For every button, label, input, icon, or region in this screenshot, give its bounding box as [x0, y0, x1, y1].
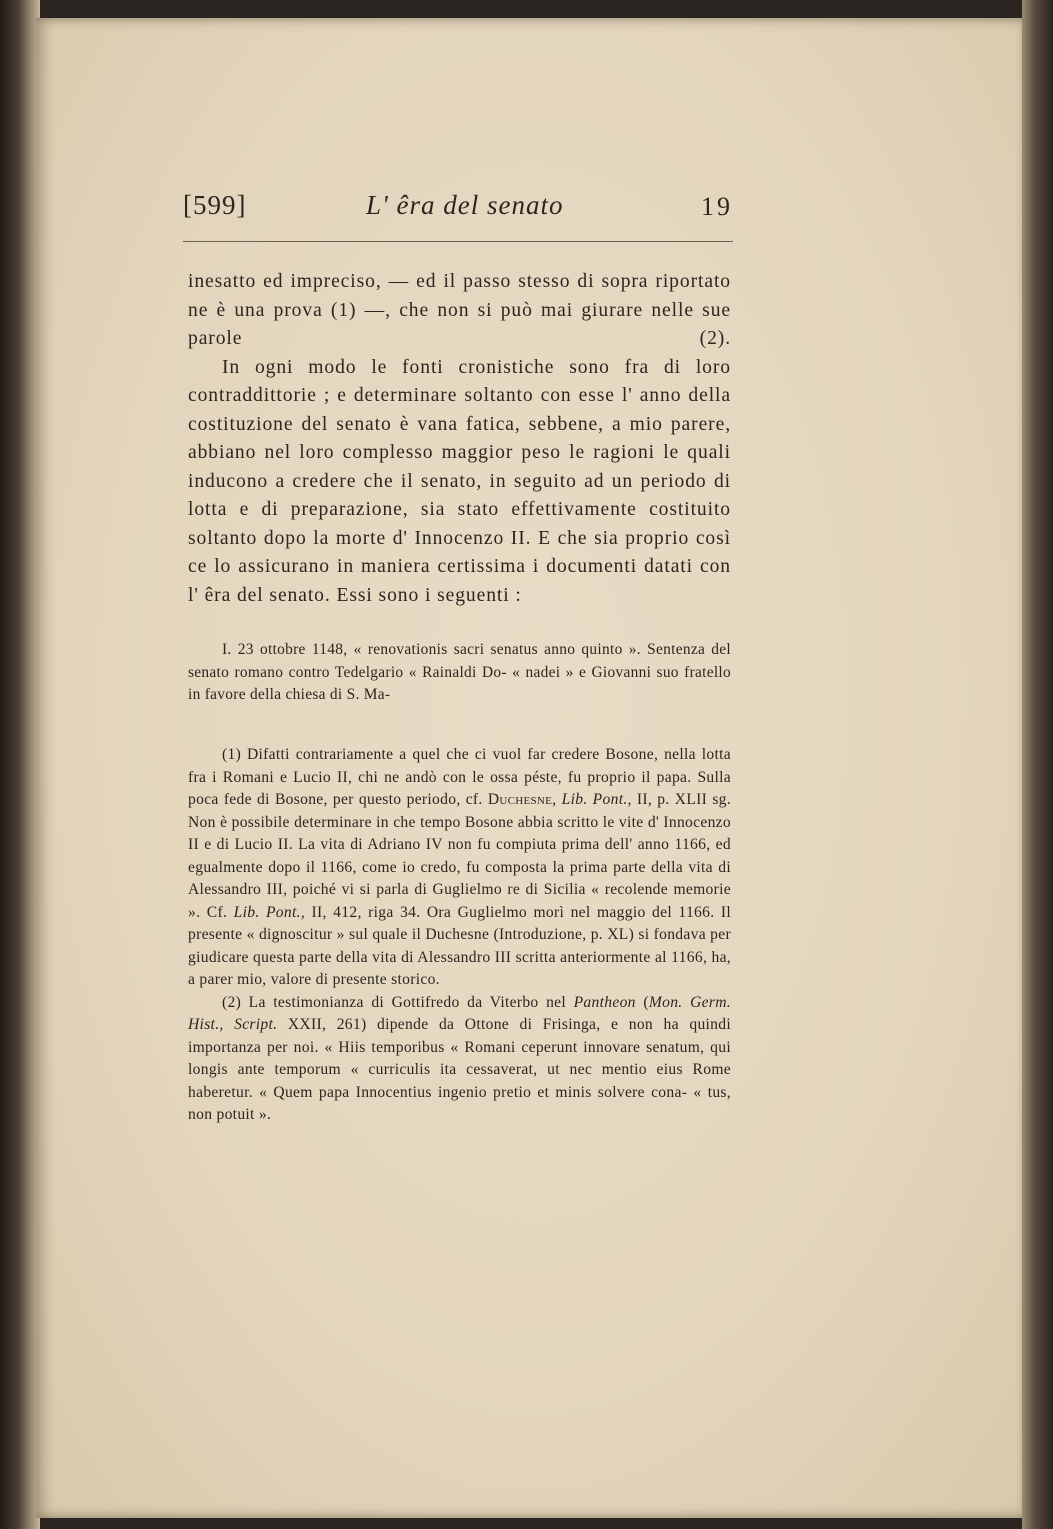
page-number: 19 — [701, 192, 733, 221]
book-spine-shadow — [0, 0, 40, 1529]
footnote-2-series: Mon. Germ. Hist., Script. — [188, 993, 731, 1033]
footnote-2-work: Pantheon — [573, 993, 636, 1011]
footnote-1-text-b: II, p. XLII sg. Non è possibile determinare in che tempo Bosone abbia scritto le vite d' Innocenzo II e di Lucio II. La vita di Adriano IV non fu compiuta prima dell' anno 1166, ed egualmente dopo il 1166, come io credo, fu composta la prima parte della vita di Alessandro III, poiché vi si parla di Guglielmo re di Sicilia « recolende memorie ». Cf. — [188, 791, 731, 921]
running-title: L' êra del senato — [366, 190, 564, 220]
footnote-2-text-a: (2) La testimonianza di Gottifredo da Viterbo nel — [222, 993, 567, 1011]
running-header — [183, 190, 733, 234]
footnote-1-work-2: Lib. Pont., — [233, 903, 306, 921]
page-edge-shadow — [1022, 0, 1053, 1529]
footnote-1-author: Duchesne, — [487, 791, 557, 808]
main-text — [188, 268, 731, 610]
footnotes — [188, 744, 731, 1127]
document-entry-text: I. 23 ottobre 1148, « renovationis sacri senatus anno quinto ». Sentenza del senato romano contro Tedelgario « Rainaldi Do- « nadei » e Giovanni suo fratello in favore della chiesa di S. Ma- — [188, 641, 731, 703]
footnote-1-text-a: (1) Difatti contrariamente a quel che ci vuol far credere Bosone, nella lotta fra i Romani e Lucio II, chi ne andò con le ossa péste, fu proprio il papa. Sulla poca fede di Bosone, per questo periodo, cf. — [188, 746, 731, 808]
footnote-2-text-b: XXII, 261) dipende da Ottone di Frisinga, e non ha quindi importanza per noi. « Hiis temporibus « Romani ceperunt innovare senatum, qui longis ante temporum « curriculis ita cessaverat, ut nec mentio eius Rome haberetur. « Quem papa Innocentius ingenio pretio et minis solvere cona- « tus, non potuit ». — [188, 1016, 731, 1123]
document-entry — [188, 639, 731, 707]
footnote-1-work: Lib. Pont., — [561, 791, 632, 808]
header-rule — [183, 241, 733, 242]
footnote-2 — [188, 992, 731, 1127]
footnote-2-paren: ( — [643, 993, 649, 1011]
paragraph-2: In ogni modo le fonti cronistiche sono fra di loro contraddittorie ; e determinare soltanto con esse l' anno della costituzione del senato è vana fatica, sebbene, a mio parere, abbiano nel loro complesso maggior peso le ragioni le quali inducono a credere che il senato, in seguito ad un periodo di lotta e di preparazione, sia stato effettivamente costituito soltanto dopo la morte d' Innocenzo II. E che sia proprio così ce lo assicurano in maniera certissima i documenti datati con l' êra del senato. Essi sono i seguenti : — [188, 356, 731, 606]
paragraph-1: inesatto ed impreciso, — ed il passo stesso di sopra riportato ne è una prova (1) —, che non si può mai giurare nelle sue parole (2). — [188, 271, 731, 349]
footnote-1 — [188, 744, 731, 992]
footnote-1-text-c: II, 412, riga 34. Ora Guglielmo morì nel maggio del 1166. Il presente « dignoscitur » sul quale il Duchesne (Introduzione, p. XL) si fondava per giudicare questa parte della vita di Alessandro III scritta anteriormente al 1166, ha, a parer mio, valore di presente storico. — [188, 903, 732, 988]
page-reference: [599] — [183, 190, 247, 220]
